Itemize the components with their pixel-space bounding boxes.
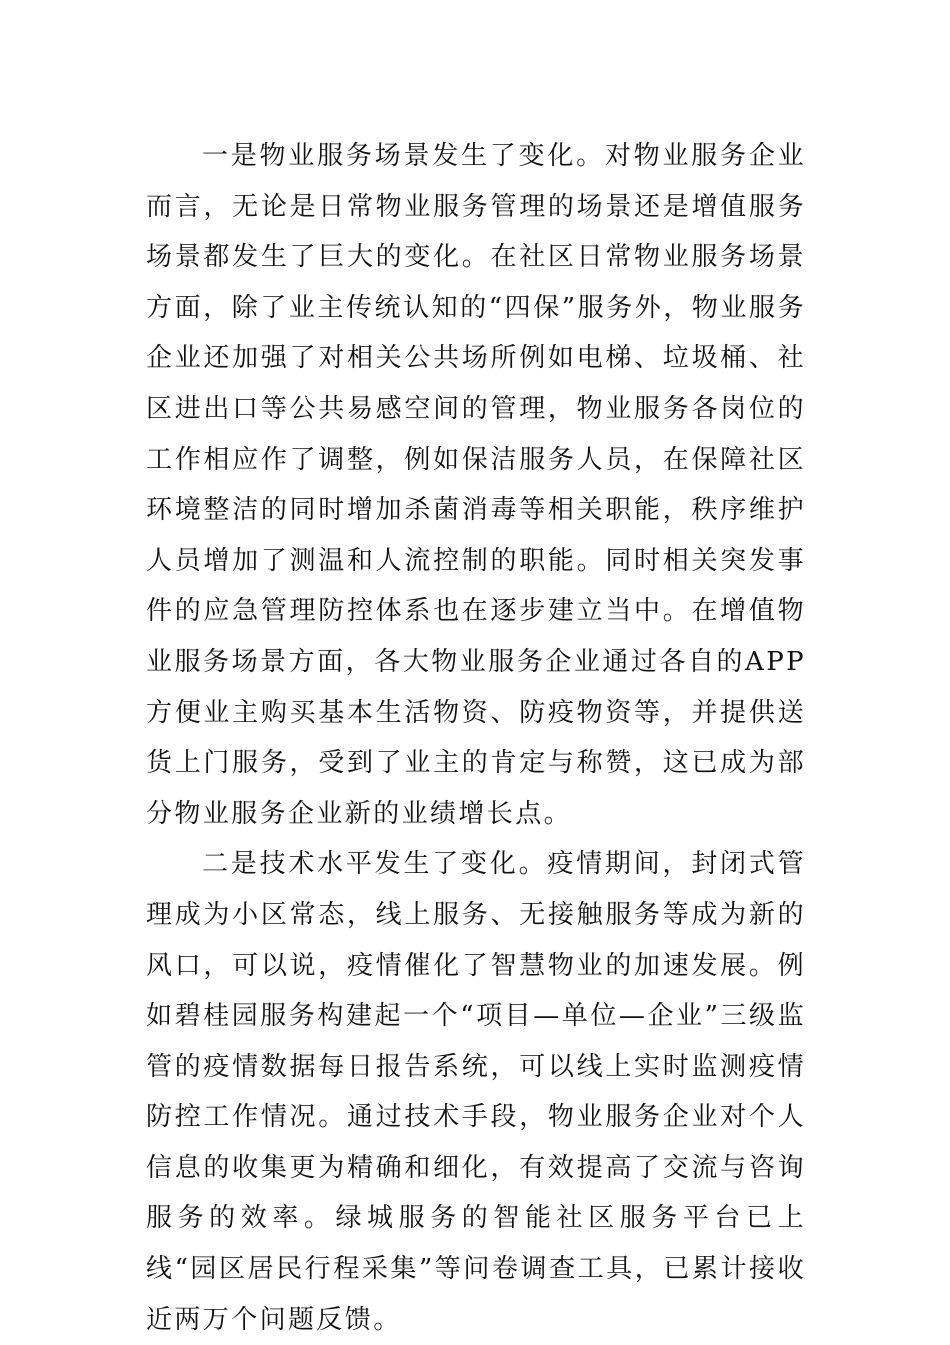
paragraph-technology-change: 二是技术水平发生了变化。疫情期间，封闭式管理成为小区常态，线上服务、无接触服务等成为新的风口，可以说，疫情催化了智慧物业的加速发展。例如碧桂园服务构建起一个“项目—单位—企业”三级监管的疫情数据每日报告系统，可以线上实时监测疫情防控工作情况。通过技术手段，物业服务企业对个人信息的收集更为精确和细化，有效提高了交流与咨询服务的效率。绿城服务的智能社区服务平台已上线“园区居民行程采集”等问卷调查工具，已累计接收近两万个问题反馈。	[146, 849, 806, 1335]
document-body	[146, 131, 806, 1345]
paragraph-scene-change: 一是物业服务场景发生了变化。对物业服务企业而言，无论是日常物业服务管理的场景还是增值服务场景都发生了巨大的变化。在社区日常物业服务场景方面，除了业主传统认知的“四保”服务外，物业服务企业还加强了对相关公共场所例如电梯、垃圾桶、社区进出口等公共易感空间的管理，物业服务各岗位的工作相应作了调整，例如保洁服务人员，在保障社区环境整洁的同时增加杀菌消毒等相关职能，秩序维护人员增加了测温和人流控制的职能。同时相关突发事件的应急管理防控体系也在逐步建立当中。在增值物业服务场景方面，各大物业服务企业通过各自的APP方便业主购买基本生活物资、防疫物资等，并提供送货上门服务，受到了业主的肯定与称赞，这已成为部分物业服务企业新的业绩增长点。	[146, 141, 806, 829]
